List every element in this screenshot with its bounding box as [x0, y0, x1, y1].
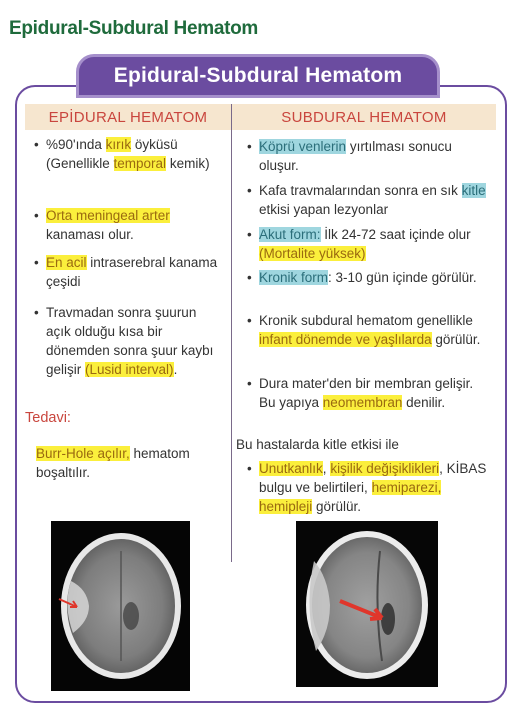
highlight: Köprü venlerin [259, 139, 347, 154]
column-divider [231, 130, 232, 562]
epidural-ct-image [51, 521, 190, 691]
highlight: infant dönemde ve yaşlılarda [259, 332, 432, 347]
epidural-bullet-lucid-interval [34, 303, 224, 379]
highlight: (Mortalite yüksek) [259, 246, 366, 261]
epidural-bullet-fracture [34, 135, 224, 173]
highlight: kitle [461, 183, 486, 198]
epidural-column-header: EPİDURAL HEMATOM [25, 104, 232, 130]
text: Dura mater'den bir membran gelişir. Bu yapıya [259, 376, 474, 410]
text: İlk 24-72 saat içinde olur [320, 227, 471, 242]
page-heading: Epidural-Subdural Hematom [9, 18, 259, 39]
subdural-bullet-age-groups [247, 311, 491, 349]
text: intraserebral kanama çeşidi [46, 255, 218, 289]
subdural-bullet-chronic-form [247, 268, 491, 287]
epidural-bullet-urgent [34, 253, 224, 291]
highlight: Unutkanlık [259, 461, 323, 476]
text: etkisi yapan lezyonlar [259, 202, 389, 217]
mass-effect-intro: Bu hastalarda kitle etkisi ile [236, 437, 399, 452]
text: . [173, 362, 178, 377]
highlight: Orta meningeal arter [46, 208, 170, 223]
subdural-bullet-mass-effect [247, 181, 491, 219]
subdural-bullet-symptoms [247, 459, 491, 516]
highlight: (Lusid interval) [85, 362, 174, 377]
highlight: hemiparezi, hemipleji [259, 480, 442, 514]
text: Kronik subdural hematom genellikle [259, 313, 473, 328]
text: %90'ında [46, 137, 106, 152]
highlight: En acil [46, 255, 87, 270]
highlight: kişilik değişiklikleri [330, 461, 440, 476]
text: görülür. [312, 499, 362, 514]
highlight: Burr-Hole açılır, [36, 446, 130, 461]
epidural-bullet-artery [34, 206, 224, 244]
text: hematom boşaltılır. [36, 446, 190, 480]
ct-scan-graphic [51, 521, 190, 691]
highlight: kırık [105, 137, 132, 152]
text: , KİBAS bulgu ve belirtileri, [259, 461, 487, 495]
highlight: Kronik form [259, 270, 329, 285]
text: : 3-10 gün içinde görülür. [328, 270, 477, 285]
text: Travmadan sonra şuurun açık olduğu kısa bir dönemden sonra şuur kaybı gelişir [46, 305, 214, 377]
text: , [322, 461, 331, 476]
subdural-column-header: SUBDURAL HEMATOM [232, 104, 496, 130]
text: kanaması olur. [46, 227, 134, 242]
ct-scan-graphic [296, 521, 438, 687]
highlight: Akut form: [259, 227, 321, 242]
subdural-ct-image [296, 521, 438, 687]
treatment-label: Tedavi: [25, 410, 71, 426]
subdural-bullet-bridging-veins [247, 137, 491, 175]
text: görülür. [431, 332, 481, 347]
card-title: Epidural-Subdural Hematom [76, 54, 440, 98]
text: kemik) [166, 156, 210, 171]
text: denilir. [402, 395, 446, 410]
text: Kafa travmalarından sonra en sık [259, 183, 462, 198]
highlight: temporal [113, 156, 167, 171]
subdural-bullet-acute-form [247, 225, 491, 263]
treatment-text [36, 444, 226, 482]
text: öyküsü (Genellikle [46, 137, 178, 171]
subdural-bullet-neomembrane [247, 374, 491, 412]
highlight: neomembran [322, 395, 403, 410]
text: yırtılması sonucu oluşur. [259, 139, 452, 173]
